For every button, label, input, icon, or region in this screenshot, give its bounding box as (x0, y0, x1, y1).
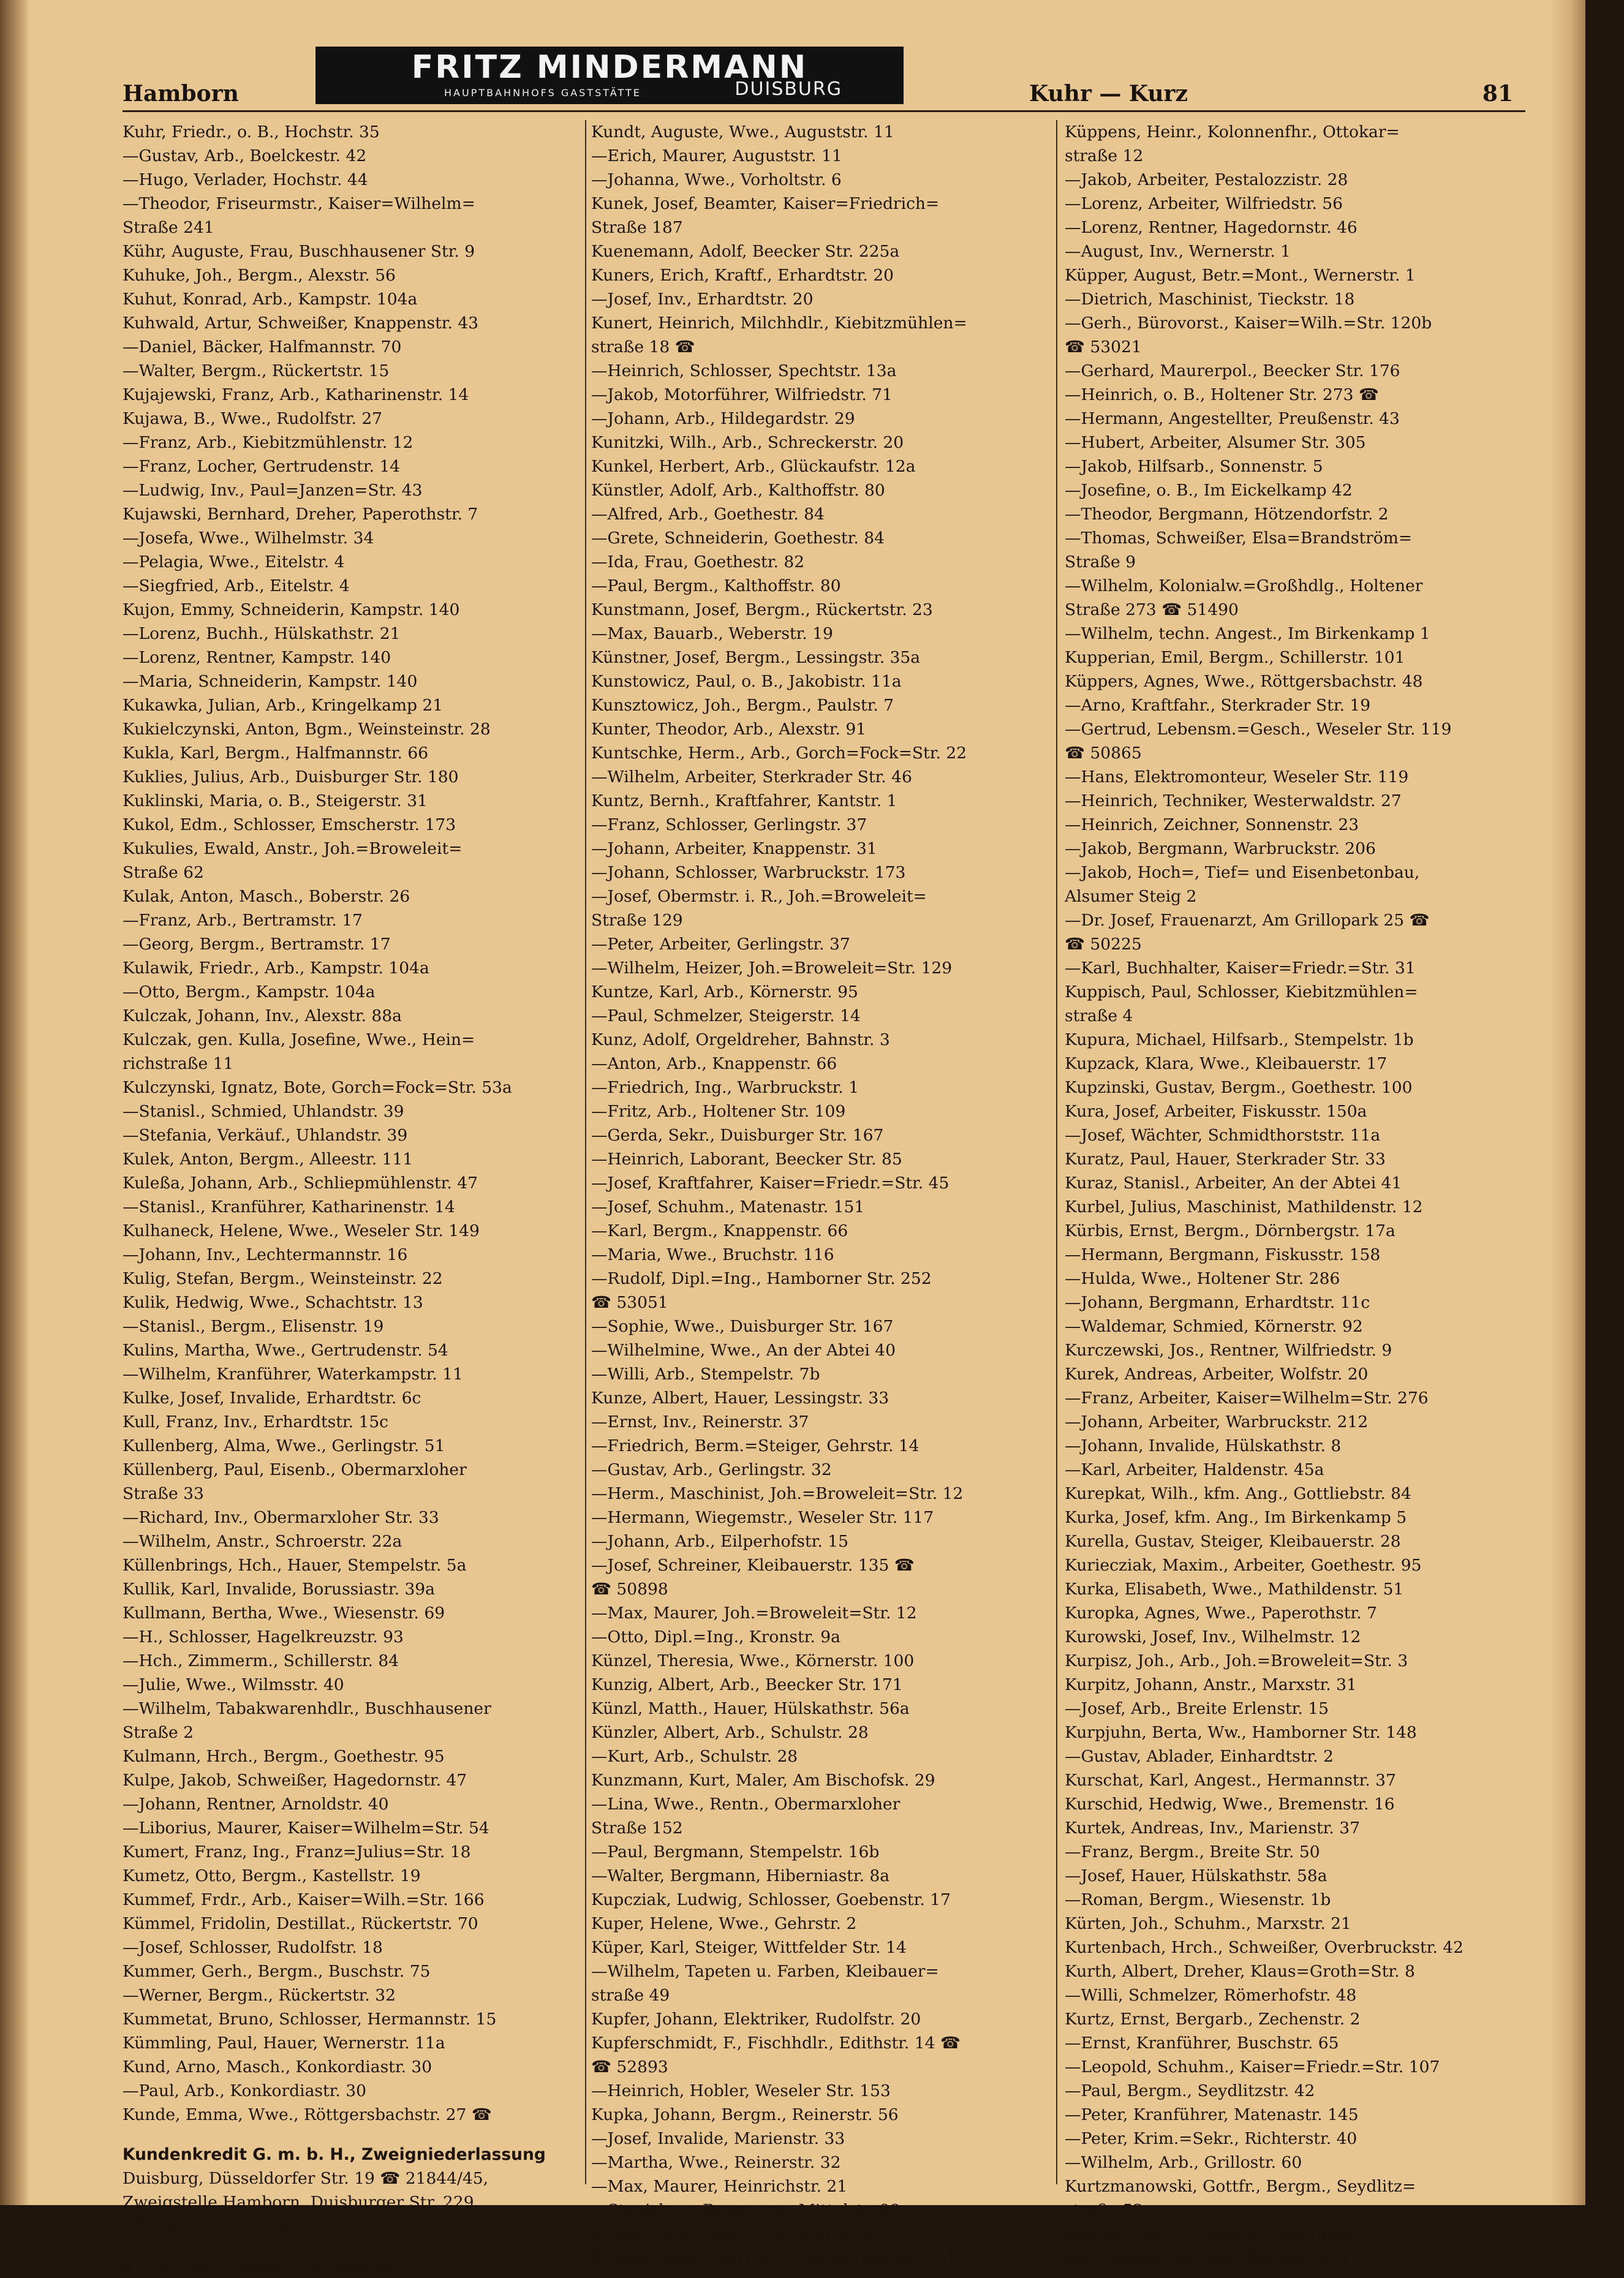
directory-entry: Kunstowicz, Paul, o. B., Jakobistr. 11a (591, 672, 902, 691)
directory-entry: Alsumer Steig 2 (1065, 887, 1197, 906)
directory-entry: —Gerda, Sekr., Duisburger Str. 167 (591, 1126, 884, 1145)
directory-entry: Kulek, Anton, Bergm., Alleestr. 111 (123, 1150, 414, 1169)
column-divider (1056, 120, 1057, 2184)
directory-entry: —Hubert, Arbeiter, Alsumer Str. 305 (1065, 433, 1366, 452)
directory-entry: Kümmel, Fridolin, Destillat., Rückertstr. 70 (123, 1914, 478, 1933)
directory-entry: —Max, Bauarb., Weberstr. 19 (591, 624, 833, 643)
directory-entry: Kura, Josef, Arbeiter, Fiskusstr. 150a (1065, 1102, 1367, 1121)
directory-entry: Kukielczynski, Anton, Bgm., Weinsteinstr. 28 (123, 720, 491, 739)
column-divider (585, 120, 586, 2184)
directory-entry: ☎ 53021 (1065, 338, 1142, 356)
directory-entry: Kumert, Franz, Ing., Franz=Julius=Str. 18 (123, 1842, 471, 1861)
directory-entry: Kunzig, Albert, Arb., Beecker Str. 171 (591, 1675, 903, 1694)
directory-entry: Straße 33 (123, 1484, 204, 1503)
directory-entry: Kunter, Theodor, Arb., Alexstr. 91 (591, 720, 867, 739)
directory-entry: —Josef, Schlosser, Rudolfstr. 18 (123, 1938, 383, 1957)
directory-entry: —Josef, Obermstr. i. R., Joh.=Broweleit= (591, 887, 927, 906)
directory-entry: Kulke, Josef, Invalide, Erhardtstr. 6c (123, 1389, 421, 1408)
directory-entry: —Daniel, Bäcker, Halfmannstr. 70 (123, 338, 402, 356)
directory-column-2 (591, 120, 1048, 2268)
directory-entry: —Jakob, Motorführer, Wilfriedstr. 71 (591, 385, 893, 404)
ad-city: DUISBURG (735, 78, 842, 100)
directory-entry: Kurschat, Karl, Angest., Hermannstr. 37 (1065, 1771, 1396, 1790)
directory-entry: —Friedrich, Ing., Warbruckstr. 1 (591, 1078, 859, 1097)
directory-entry: Kurth, Albert, Dreher, Klaus=Groth=Str. 8 (1065, 1962, 1415, 1981)
directory-entry: Kunze, Albert, Hauer, Lessingstr. 33 (591, 1389, 889, 1408)
directory-entry: —Gustav, Arb., Gerlingstr. 32 (591, 1460, 832, 1479)
directory-entry: Kurwitz, Adam, Rentner, Pestalozzistr. 1 (1065, 2225, 1396, 2244)
directory-entry: Kuhuke, Joh., Bergm., Alexstr. 56 (123, 266, 396, 285)
directory-entry: —Josef, Invalide, Marienstr. 33 (591, 2129, 845, 2148)
book-spine-shadow (0, 0, 28, 2205)
directory-entry: —Josef, Arb., Breite Erlenstr. 15 (1065, 1699, 1329, 1718)
directory-entry: —Jakob, Arbeiter, Pestalozzistr. 28 (1065, 170, 1348, 189)
directory-entry: Straße 9 (1065, 553, 1136, 571)
directory-entry: Straße 187 (591, 218, 683, 237)
directory-entry: PK Essen 30000, DB. (123, 2217, 297, 2236)
directory-entry: —Josef, Hauer, Hülskathstr. 58a (1065, 1866, 1328, 1885)
directory-entry: —Lorenz, Arbeiter, Wilfriedstr. 56 (1065, 194, 1343, 213)
directory-entry: Duisburg, Düsseldorfer Str. 19 ☎ 21844/45, (123, 2169, 489, 2188)
directory-entry: Kuraz, Stanisl., Arbeiter, An der Abtei 41 (1065, 1174, 1402, 1193)
directory-entry: —Wilhelm, Kranführer, Waterkampstr. 11 (123, 1365, 463, 1384)
directory-entry: Kulczak, Johann, Inv., Alexstr. 88a (123, 1006, 402, 1025)
directory-entry: Kund, Arno, Masch., Konkordiastr. 30 (123, 2057, 432, 2076)
directory-entry: Kuropka, Agnes, Wwe., Paperothstr. 7 (1065, 1604, 1377, 1623)
directory-entry: —Stanislaus, Bergmann, Mittelstr. 98 (591, 2201, 901, 2220)
directory-entry: Kukol, Edm., Schlosser, Emscherstr. 173 (123, 815, 456, 834)
directory-entry: —Johann, Arbeiter, Knappenstr. 31 (591, 839, 877, 858)
directory-entry: —Wilhelmine, Wwe., An der Abtei 40 (591, 1341, 896, 1360)
directory-entry: Kuhut, Konrad, Arb., Kampstr. 104a (123, 290, 418, 309)
directory-entry: —Paul, Bergm., Seydlitzstr. 42 (1065, 2081, 1315, 2100)
directory-entry: Kuhr, Friedr., o. B., Hochstr. 35 (123, 123, 380, 141)
directory-entry: —Alfred, Arb., Goethestr. 84 (591, 505, 825, 524)
directory-entry: —Jakob, Hoch=, Tief= und Eisenbetonbau, (1065, 863, 1420, 882)
directory-entry: —Hermann, Bergmann, Fiskusstr. 158 (1065, 1245, 1381, 1264)
directory-entry: Kuleßa, Johann, Arb., Schliepmühlenstr. 47 (123, 1174, 478, 1193)
directory-entry: Kurbel, Julius, Maschinist, Mathildenstr. 12 (1065, 1197, 1423, 1216)
directory-entry: —Johann, Rentner, Arnoldstr. 40 (123, 1795, 389, 1814)
directory-entry: Kupzack, Klara, Wwe., Kleibauerstr. 17 (1065, 1054, 1388, 1073)
directory-entry: —Johann, Schlosser, Warbruckstr. 173 (591, 863, 906, 882)
directory-entry: Kürten, Joh., Schuhm., Marxstr. 21 (1065, 1914, 1351, 1933)
directory-entry: —August, Inv., Wernerstr. 1 (1065, 242, 1291, 261)
directory-entry: Kurczewski, Jos., Rentner, Wilfriedstr. 9 (1065, 1341, 1392, 1360)
directory-entry: Kurpitz, Johann, Anstr., Marxstr. 31 (1065, 1675, 1357, 1694)
directory-entry: Kuklinski, Maria, o. B., Steigerstr. 31 (123, 791, 428, 810)
directory-entry: —Jakob, Bergmann, Warbruckstr. 206 (1065, 839, 1376, 858)
page-header (123, 49, 1525, 112)
directory-entry: Kuntz, Bernh., Kraftfahrer, Kantstr. 1 (591, 791, 897, 810)
directory-entry: Küppens, Heinr., Kolonnenfhr., Ottokar= (1065, 123, 1400, 141)
directory-entry: Kukla, Karl, Bergm., Halfmannstr. 66 (123, 744, 429, 763)
directory-entry: —Siegfried, Arb., Eitelstr. 4 (123, 576, 350, 595)
directory-entry: —Max, Maurer, Joh.=Broweleit=Str. 12 (591, 1604, 917, 1623)
directory-entry: Kujon, Emmy, Schneiderin, Kampstr. 140 (123, 600, 460, 619)
directory-entry: Kupcziak, Ludwig, Schlosser, Goebenstr. 17 (591, 1890, 951, 1909)
directory-entry: Künzel, Theresia, Wwe., Körnerstr. 100 (591, 1651, 915, 1670)
directory-entry: Kurpjuhn, Berta, Ww., Hamborner Str. 148 (1065, 1723, 1417, 1742)
directory-entry: —Peter, Krim.=Sekr., Richterstr. 40 (1065, 2129, 1358, 2148)
directory-entry: ☎ 50225 (1065, 935, 1142, 954)
directory-entry: straße 12 (1065, 146, 1144, 165)
directory-entry: —Heinrich, Schlosser, Spechtstr. 13a (591, 361, 897, 380)
directory-entry: —Stefania, Verkäuf., Uhlandstr. 39 (123, 1126, 408, 1145)
directory-entry: —Ernst, Inv., Reinerstr. 37 (591, 1412, 809, 1431)
page-edge-shadow (1550, 0, 1585, 2205)
directory-entry: —Rudolf, Dipl.=Ing., Hamborner Str. 252 (591, 1269, 932, 1288)
directory-entry: Kunz, Adolf, Orgeldreher, Bahnstr. 3 (591, 1030, 890, 1049)
directory-entry: —Fritz, Arb., Holtener Str. 109 (591, 1102, 846, 1121)
directory-column-1 (123, 120, 579, 2276)
directory-entry: straße 18 ☎ (591, 338, 695, 356)
directory-entry: —Wilhelm, techn. Angest., Im Birkenkamp 1 (1065, 624, 1430, 643)
directory-entry: Kuppel, Jakob, Bergm., Gorch=Fock=Str. 15 (591, 2249, 957, 2268)
directory-entry: Kummef, Frdr., Arb., Kaiser=Wilh.=Str. 166 (123, 1890, 485, 1909)
ad-subtitle: HAUPTBAHNHOFS GASTSTÄTTE (444, 87, 641, 99)
directory-entry: Kurka, Josef, kfm. Ang., Im Birkenkamp 5 (1065, 1508, 1407, 1527)
directory-entry: Kuklies, Julius, Arb., Duisburger Str. 180 (123, 768, 459, 786)
directory-entry: Künstler, Adolf, Arb., Kalthoffstr. 80 (591, 481, 885, 500)
directory-entry: —Wilhelm, Heizer, Joh.=Broweleit=Str. 129 (591, 959, 953, 978)
directory-entry: —Gerh., Bürovorst., Kaiser=Wilh.=Str. 120b (1065, 314, 1432, 333)
directory-entry: —Liborius, Maurer, Kaiser=Wilhelm=Str. 54 (123, 1819, 489, 1838)
directory-entry: Küppers, Agnes, Wwe., Röttgersbachstr. 48 (1065, 672, 1423, 691)
directory-entry: —Josef, Inv., Erhardtstr. 20 (591, 290, 814, 309)
directory-entry: —Johanna, Wwe., Vorholtstr. 6 (591, 170, 842, 189)
directory-entry: Kuners, Erich, Kraftf., Erhardtstr. 20 (591, 266, 894, 285)
directory-entry: Kumetz, Otto, Bergm., Kastellstr. 19 (123, 1866, 421, 1885)
directory-entry: Kupferschmidt, F., Fischhdlr., Edithstr. 14 ☎ (591, 2034, 961, 2053)
directory-entry: —Gertrud, Lebensm.=Gesch., Weseler Str. 119 (1065, 720, 1452, 739)
directory-entry: straße 4 (1065, 1006, 1133, 1025)
directory-entry: —Johann, Invalide, Hülskathstr. 8 (1065, 1436, 1342, 1455)
directory-entry: Kurtz, Ernst, Bergarb., Zechenstr. 2 (1065, 2010, 1361, 2029)
directory-entry: —Martha, Wwe., Reinerstr. 32 (591, 2153, 841, 2172)
directory-entry: Kuhwald, Artur, Schweißer, Knappenstr. 43 (123, 314, 479, 333)
directory-entry: —Josefa, Wwe., Wilhelmstr. 34 (123, 529, 374, 548)
directory-entry: —Franz, Schlosser, Gerlingstr. 37 (591, 815, 867, 834)
directory-entry: —Ernst, Kranführer, Buschstr. 65 (1065, 2034, 1339, 2053)
directory-entry: —Gustav, Arb., Boelckestr. 42 (123, 146, 367, 165)
directory-entry: —Hans, Elektromonteur, Weseler Str. 119 (1065, 768, 1409, 786)
directory-entry: —H., Schlosser, Hagelkreuzstr. 93 (123, 1627, 404, 1646)
directory-entry: Kunde, Emma, Wwe., Röttgersbachstr. 27 ☎ (123, 2105, 492, 2124)
directory-entry: Kummetat, Bruno, Schlosser, Hermannstr. 15 (123, 2010, 497, 2029)
directory-entry: —Heinrich, o. B., Holtener Str. 273 ☎ (1065, 385, 1379, 404)
directory-entry: —Ludwig, Inv., Paul=Janzen=Str. 43 (123, 481, 423, 500)
directory-entry: —Lorenz, Buchh., Hülskathstr. 21 (123, 624, 401, 643)
directory-entry: —Josef, Wächter, Schmidthorststr. 11a (1065, 1126, 1381, 1145)
directory-entry: Kuppe, Paul, Bergmann, Bremenstr. 18a (591, 2225, 923, 2244)
directory-entry: —Paul, Bergmann, Stempelstr. 16b (591, 1842, 880, 1861)
directory-entry: —Josef, Schreiner, Kleibauerstr. 135 ☎ (591, 1556, 915, 1575)
directory-entry: —Wilhelm, Arb., Grillostr. 60 (1065, 2153, 1302, 2172)
directory-entry: —Ida, Frau, Goethestr. 82 (591, 553, 805, 571)
directory-entry: Kunstmann, Josef, Bergm., Rückertstr. 23 (591, 600, 933, 619)
directory-entry: —Heinrich, Hobler, Weseler Str. 153 (591, 2081, 891, 2100)
directory-entry: Kurtek, Andreas, Inv., Marienstr. 37 (1065, 1819, 1360, 1838)
directory-entry: —Franz, Arbeiter, Kaiser=Wilhelm=Str. 276 (1065, 1389, 1429, 1408)
directory-entry: —Dietrich, Maschinist, Tieckstr. 18 (1065, 290, 1355, 309)
directory-entry: —Otto, Dipl.=Ing., Kronstr. 9a (591, 1627, 840, 1646)
directory-entry: Straße 62 (123, 863, 204, 882)
directory-entry: —Kurt, Arb., Schulstr. 28 (591, 1747, 798, 1766)
directory-entry: ☎ 50898 (591, 1580, 668, 1599)
directory-entry: —Wilhelm, Arbeiter, Sterkrader Str. 46 (591, 768, 912, 786)
directory-entry: Kurka, Elisabeth, Wwe., Mathildenstr. 51 (1065, 1580, 1404, 1599)
directory-entry: Kuntschke, Herm., Arb., Gorch=Fock=Str. 22 (591, 744, 967, 763)
directory-entry: —Maria, Wwe., Bruchstr. 116 (591, 1245, 834, 1264)
directory-entry: Küpper, August, Betr.=Mont., Wernerstr. 1 (1065, 266, 1416, 285)
directory-entry: Kukawka, Julian, Arb., Kringelkamp 21 (123, 696, 444, 715)
directory-entry: —Sophie, Wwe., Duisburger Str. 167 (591, 1317, 894, 1336)
directory-entry: Kujawa, B., Wwe., Rudolfstr. 27 (123, 409, 383, 428)
directory-entry: —Grete, Schneiderin, Goethestr. 84 (591, 529, 885, 548)
directory-entry: —Hermann, Angestellter, Preußenstr. 43 (1065, 409, 1400, 428)
directory-entry: —Richard, Inv., Obermarxloher Str. 33 (123, 1508, 439, 1527)
directory-entry: Kuenemann, Adolf, Beecker Str. 225a (591, 242, 900, 261)
directory-entry: —Josef, Kraftfahrer, Kaiser=Friedr.=Str. 45 (591, 1174, 950, 1193)
directory-entry: —Anton, Arb., Knappenstr. 66 (591, 1054, 837, 1073)
directory-entry: Straße 129 (591, 911, 683, 930)
directory-entry: —Max, Maurer, Heinrichstr. 21 (591, 2177, 848, 2196)
directory-entry: Künzler, Albert, Arb., Schulstr. 28 (591, 1723, 869, 1742)
directory-entry: Straße 2 (123, 1723, 194, 1742)
directory-entry: —Johann, Arbeiter, Warbruckstr. 212 (1065, 1412, 1369, 1431)
directory-entry: Kunek, Josef, Beamter, Kaiser=Friedrich= (591, 194, 940, 213)
directory-entry: —Gustav, Ablader, Einhardtstr. 2 (1065, 1747, 1334, 1766)
directory-entry: —Otto, Bergm., Kampstr. 104a (123, 982, 376, 1001)
directory-entry: Kurowski, Josef, Inv., Wilhelmstr. 12 (1065, 1627, 1361, 1646)
directory-entry: Kümmling, Paul, Hauer, Wernerstr. 11a (123, 2034, 445, 2053)
directory-entry: Kujajewski, Franz, Arb., Katharinenstr. 14 (123, 385, 469, 404)
directory-entry: Kurz, Arthur, Bergm., Steigerstr. 31 (1065, 2249, 1359, 2268)
directory-entry: —Heinrich, Techniker, Westerwaldstr. 27 (1065, 791, 1402, 810)
directory-entry: Kullmann, Bertha, Wwe., Wiesenstr. 69 (123, 1604, 445, 1623)
directory-entry: —Hermann, Wiegemstr., Weseler Str. 117 (591, 1508, 934, 1527)
directory-entry: —Josef, Schuhm., Matenastr. 151 (591, 1197, 865, 1216)
directory-entry: Kummer, Gerh., Bergm., Buschstr. 75 (123, 1962, 431, 1981)
page-number: 81 (1482, 81, 1513, 107)
directory-entry: Kulak, Anton, Masch., Boberstr. 26 (123, 887, 410, 906)
directory-entry: —Johann, Bergmann, Erhardtstr. 11c (1065, 1293, 1370, 1312)
directory-entry: —Karl, Arbeiter, Haldenstr. 45a (1065, 1460, 1324, 1479)
header-city: Hamborn (123, 81, 239, 107)
directory-entry: —Theodor, Friseurmstr., Kaiser=Wilhelm= (123, 194, 475, 213)
directory-entry: —Waldemar, Schmied, Körnerstr. 92 (1065, 1317, 1363, 1336)
directory-entry: —Theodor, Bergmann, Hötzendorfstr. 2 (1065, 505, 1389, 524)
directory-entry: Kunkel, Herbert, Arb., Glückaufstr. 12a (591, 457, 916, 476)
directory-entry: —Roman, Bergm., Wiesenstr. 1b (1065, 1890, 1331, 1909)
directory-entry: Kurschid, Hedwig, Wwe., Bremenstr. 16 (1065, 1795, 1395, 1814)
directory-entry: —Gerhard, Maurerpol., Beecker Str. 176 (1065, 361, 1400, 380)
directory-entry: Kunert, Heinrich, Milchhdlr., Kiebitzmühlen= (591, 314, 967, 333)
directory-entry: Künzl, Matth., Hauer, Hülskathstr. 56a (591, 1699, 910, 1718)
directory-entry: Kulpe, Jakob, Schweißer, Hagedornstr. 47 (123, 1771, 467, 1790)
directory-entry: Kupperian, Emil, Bergm., Schillerstr. 101 (1065, 648, 1405, 667)
directory-entry: —Lina, Wwe., Rentn., Obermarxloher (591, 1795, 901, 1814)
directory-entry: —Jakob, Hilfsarb., Sonnenstr. 5 (1065, 457, 1323, 476)
directory-entry: Straße 273 ☎ 51490 (1065, 600, 1239, 619)
directory-entry: —Johann, Arb., Hildegardstr. 29 (591, 409, 855, 428)
directory-entry: Kunzmann, Kurt, Maler, Am Bischofsk. 29 (591, 1771, 935, 1790)
directory-entry: Kurtenbach, Hrch., Schweißer, Overbruckstr. 42 (1065, 1938, 1463, 1957)
directory-entry: Küllenbrings, Hch., Hauer, Stempelstr. 5a (123, 1556, 467, 1575)
directory-entry: Kuper, Helene, Wwe., Gehrstr. 2 (591, 1914, 857, 1933)
directory-entry: —Wilhelm, Tabakwarenhdlr., Buschhausener (123, 1699, 491, 1718)
directory-entry: —Franz, Arb., Bertramstr. 17 (123, 911, 363, 930)
directory-entry: Kuriecziak, Maxim., Arbeiter, Goethestr. 95 (1065, 1556, 1422, 1575)
directory-entry: —Georg, Bergm., Bertramstr. 17 (123, 935, 391, 954)
directory-entry: —Paul, Bergm., Kalthoffstr. 80 (591, 576, 841, 595)
directory-entry: Kuntze, Karl, Arb., Körnerstr. 95 (591, 982, 858, 1001)
directory-entry: —Dr. Josef, Frauenarzt, Am Grillopark 25 ☎ (1065, 911, 1430, 930)
directory-entry: —Franz, Arb., Kiebitzmühlenstr. 12 (123, 433, 414, 452)
directory-entry: —Wilhelm, Tapeten u. Farben, Kleibauer= (591, 1962, 939, 1981)
directory-entry: —Paul, Arb., Konkordiastr. 30 (123, 2081, 366, 2100)
directory-entry: Kulik, Hedwig, Wwe., Schachtstr. 13 (123, 1293, 423, 1312)
directory-entry: —Lorenz, Rentner, Kampstr. 140 (123, 648, 391, 667)
directory-entry: —Paul, Schmelzer, Steigerstr. 14 (591, 1006, 861, 1025)
directory-entry: Kühr, Auguste, Frau, Buschhausener Str. 9 (123, 242, 475, 261)
directory-entry: —Karl, Buchhalter, Kaiser=Friedr.=Str. 31 (1065, 959, 1416, 978)
directory-entry: —Walter, Bergm., Rückertstr. 15 (123, 361, 390, 380)
directory-entry: Kunitzki, Wilh., Arb., Schreckerstr. 20 (591, 433, 904, 452)
directory-entry: ☎ 53051 (591, 1293, 668, 1312)
directory-entry: Kullenberg, Alma, Wwe., Gerlingstr. 51 (123, 1436, 445, 1455)
directory-entry: Zweigstelle Hamborn, Duisburger Str. 229, (123, 2193, 479, 2212)
directory-entry: Kulig, Stefan, Bergm., Weinsteinstr. 22 (123, 1269, 443, 1288)
directory-entry: Kunsztowicz, Joh., Bergm., Paulstr. 7 (591, 696, 894, 715)
ad-name: FRITZ MINDERMANN (411, 49, 808, 86)
directory-entry: Kulins, Martha, Wwe., Gertrudenstr. 54 (123, 1341, 448, 1360)
directory-entry: straße 49 (591, 1986, 670, 2005)
directory-entry: —Lorenz, Rentner, Hagedornstr. 46 (1065, 218, 1358, 237)
directory-entry: Kulczynski, Ignatz, Bote, Gorch=Fock=Str. 53a (123, 1078, 512, 1097)
directory-entry: —Peter, Arbeiter, Gerlingstr. 37 (591, 935, 850, 954)
directory-entry: —Heinrich, Laborant, Beecker Str. 85 (591, 1150, 902, 1169)
directory-entry: Kulhaneck, Helene, Wwe., Weseler Str. 149 (123, 1221, 480, 1240)
directory-entry: —Walter, Bergmann, Hiberniastr. 8a (591, 1866, 890, 1885)
directory-entry: —Josefine, o. B., Im Eickelkamp 42 (1065, 481, 1353, 500)
directory-entry: Küper, Karl, Steiger, Wittfelder Str. 14 (591, 1938, 907, 1957)
directory-entry: —Leopold, Schuhm., Kaiser=Friedr.=Str. 107 (1065, 2057, 1440, 2076)
directory-entry: Kullik, Karl, Invalide, Borussiastr. 39a (123, 1580, 435, 1599)
directory-entry: —Friedrich, Berm.=Steiger, Gehrstr. 14 (591, 1436, 920, 1455)
directory-entry: Kulczak, gen. Kulla, Josefine, Wwe., Hein= (123, 1030, 475, 1049)
directory-column-3 (1065, 120, 1521, 2268)
directory-entry: —Werner, Bergm., Rückertstr. 32 (123, 1986, 396, 2005)
directory-entry: Kujawski, Bernhard, Dreher, Paperothstr. 7 (123, 505, 478, 524)
directory-entry: Kurepkat, Wilh., kfm. Ang., Gottliebstr. 84 (1065, 1484, 1411, 1503)
directory-entry: Kurek, Andreas, Arbeiter, Wolfstr. 20 (1065, 1365, 1369, 1384)
directory-entry: Straße 152 (591, 1819, 683, 1838)
directory-entry: Kurella, Gustav, Steiger, Kleibauerstr. 28 (1065, 1532, 1401, 1551)
directory-entry: Kupka, Johann, Bergm., Reinerstr. 56 (591, 2105, 899, 2124)
directory-entry: Kulmann, Hrch., Bergm., Goethestr. 95 (123, 1747, 445, 1766)
advertisement-banner (315, 47, 904, 104)
directory-entry: richstraße 11 (123, 1054, 234, 1073)
directory-entry: Kundt, Auguste, Wwe., Auguststr. 11 (591, 123, 894, 141)
directory-entry: Künstner, Josef, Bergm., Lessingstr. 35a (591, 648, 921, 667)
directory-entry: Kupfer, Johann, Elektriker, Rudolfstr. 20 (591, 2010, 921, 2029)
directory-entry: —Wilhelm, Anstr., Schroerstr. 22a (123, 1532, 402, 1551)
directory-entry: —Pelagia, Wwe., Eitelstr. 4 (123, 553, 345, 571)
directory-entry: Kundenkredit G. m. b. H., Zweigniederlassung (123, 2145, 546, 2164)
directory-entry: Kupura, Michael, Hilfsarb., Stempelstr. 1b (1065, 1030, 1414, 1049)
directory-entry: —Julie, Wwe., Wilmsstr. 40 (123, 1675, 344, 1694)
directory-entry: Kulawik, Friedr., Arb., Kampstr. 104a (123, 959, 429, 978)
directory-entry: —Stanisl., Kranführer, Katharinenstr. 14 (123, 1197, 455, 1216)
directory-entry: —Willi, Arb., Stempelstr. 7b (591, 1365, 820, 1384)
directory-entry: Küllenberg, Paul, Eisenb., Obermarxloher (123, 1460, 467, 1479)
directory-entry: —Karl, Bergm., Knappenstr. 66 (591, 1221, 848, 1240)
directory-entry: Straße 241 (123, 218, 214, 237)
directory-entry: —Stanisl., Bergm., Elisenstr. 19 (123, 1317, 384, 1336)
directory-entry: —Peter, Kranführer, Matenastr. 145 (1065, 2105, 1359, 2124)
directory-entry: —Erich, Maurer, Auguststr. 11 (591, 146, 842, 165)
directory-entry: —Franz, Locher, Gertrudenstr. 14 (123, 457, 401, 476)
directory-entry: Kurpisz, Joh., Arb., Joh.=Broweleit=Str. 3 (1065, 1651, 1408, 1670)
directory-entry: Kundi, Adolf, Angest., Hülskathstr. 40 (123, 2257, 433, 2276)
directory-entry: straße 52 (1065, 2201, 1144, 2220)
directory-entry: ☎ 52893 (591, 2057, 668, 2076)
directory-entry: —Johann, Arb., Eilperhofstr. 15 (591, 1532, 848, 1551)
directory-entry: —Stanisl., Schmied, Uhlandstr. 39 (123, 1102, 404, 1121)
directory-entry: —Johann, Inv., Lechtermannstr. 16 (123, 1245, 408, 1264)
directory-entry: —Hch., Zimmerm., Schillerstr. 84 (123, 1651, 399, 1670)
directory-entry: —Hugo, Verlader, Hochstr. 44 (123, 170, 368, 189)
header-name-range: Kuhr — Kurz (1029, 81, 1188, 107)
directory-entry: Kurtzmanowski, Gottfr., Bergm., Seydlitz= (1065, 2177, 1416, 2196)
directory-entry: —Heinrich, Zeichner, Sonnenstr. 23 (1065, 815, 1359, 834)
directory-entry: Kuppisch, Paul, Schlosser, Kiebitzmühlen= (1065, 982, 1418, 1001)
directory-entry: Kupzinski, Gustav, Bergm., Goethestr. 100 (1065, 1078, 1413, 1097)
directory-entry: —Herm., Maschinist, Joh.=Broweleit=Str. 12 (591, 1484, 964, 1503)
directory-entry: Kürbis, Ernst, Bergm., Dörnbergstr. 17a (1065, 1221, 1396, 1240)
directory-entry: —Hulda, Wwe., Holtener Str. 286 (1065, 1269, 1340, 1288)
directory-entry: Kuratz, Paul, Hauer, Sterkrader Str. 33 (1065, 1150, 1386, 1169)
directory-entry: —Wilhelm, Kolonialw.=Großhdlg., Holtener (1065, 576, 1423, 595)
directory-entry: —Willi, Schmelzer, Römerhofstr. 48 (1065, 1986, 1357, 2005)
directory-entry: —Thomas, Schweißer, Elsa=Brandström= (1065, 529, 1413, 548)
directory-entry: ☎ 50865 (1065, 744, 1142, 763)
directory-entry: —Arno, Kraftfahr., Sterkrader Str. 19 (1065, 696, 1371, 715)
directory-entry: —Maria, Schneiderin, Kampstr. 140 (123, 672, 418, 691)
directory-entry: Kull, Franz, Inv., Erhardtstr. 15c (123, 1412, 389, 1431)
directory-entry: Kukulies, Ewald, Anstr., Joh.=Broweleit= (123, 839, 463, 858)
directory-entry: —Franz, Bergm., Breite Str. 50 (1065, 1842, 1320, 1861)
